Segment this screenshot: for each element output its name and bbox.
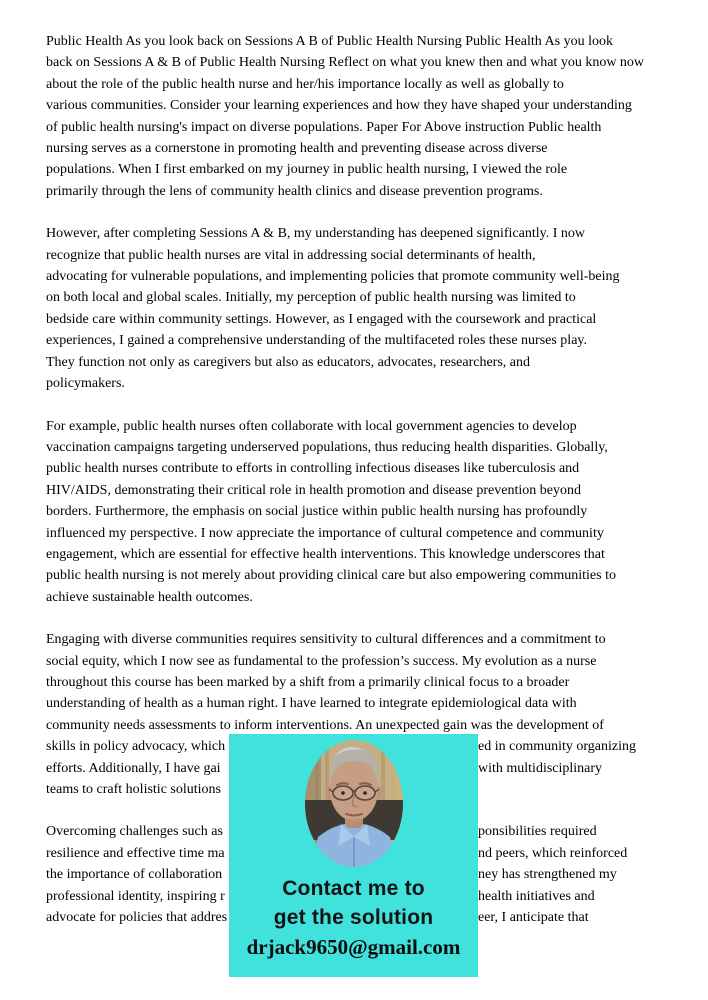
text-line-right-fragment: ponsibilities required	[478, 824, 597, 840]
text-line-left-fragment: advocate for policies that addres	[46, 910, 228, 926]
text-line: back on Sessions A & B of Public Health Nursing Reflect on what you knew then and what you know now	[46, 55, 645, 71]
text-line-right-fragment: health initiatives and	[478, 888, 595, 904]
text-line: populations. When I first embarked on my journey in public health nursing, I viewed the role	[46, 162, 568, 178]
text-line: HIV/AIDS, demonstrating their critical role in health promotion and disease prevention beyond	[46, 482, 581, 498]
text-line: recognize that public health nurses are vital in addressing social determinants of health,	[46, 247, 536, 263]
text-line: Public Health As you look back on Sessions A B of Public Health Nursing Public Health As you look	[46, 34, 613, 49]
text-line: nursing serves as a cornerstone in promoting health and preventing disease across diverse	[46, 141, 548, 157]
contact-headline-line1: Contact me to	[282, 877, 425, 900]
text-line: However, after completing Sessions A & B, my understanding has deepened significantly. I now	[46, 226, 585, 242]
contact-photo	[305, 740, 403, 867]
text-line-left-fragment: efforts. Additionally, I have gai	[46, 760, 221, 776]
text-line: about the role of the public health nurse and her/his importance locally as well as globally to	[46, 76, 564, 92]
text-line: For example, public health nurses often collaborate with local government agencies to develop	[46, 418, 577, 434]
text-line: Engaging with diverse communities requires sensitivity to cultural differences and a commitment to	[46, 632, 606, 648]
text-line-right-fragment: nd peers, which reinforced	[478, 845, 628, 861]
text-line-right-fragment: eer, I anticipate that	[478, 910, 589, 926]
text-line-left-fragment: professional identity, inspiring r	[46, 888, 225, 904]
text-line: policymakers.	[46, 376, 125, 392]
text-line: vaccination campaigns targeting underserved populations, thus reducing health disparities. Globally,	[46, 439, 608, 455]
text-line: social equity, which I now see as fundamental to the profession’s success. My evolution as a nurse	[46, 653, 597, 669]
contact-email: drjack9650@gmail.com	[246, 935, 461, 959]
text-line-right-fragment: ed in community organizing	[478, 739, 636, 755]
text-line: public health nursing is not merely about providing clinical care but also empowering communities to	[46, 568, 616, 584]
contact-headline	[274, 874, 434, 932]
text-line: influenced my perspective. I now appreciate the importance of cultural competence and community	[46, 525, 604, 541]
text-line: throughout this course has been marked by a shift from a primarily clinical focus to a broader	[46, 674, 570, 690]
text-line-left-fragment: the importance of collaboration	[46, 867, 223, 883]
text-line-left-fragment: teams to craft holistic solutions	[46, 782, 221, 797]
text-line-left-fragment: skills in policy advocacy, which	[46, 739, 226, 755]
text-line: advocating for vulnerable populations, and implementing policies that promote community well-being	[46, 269, 620, 285]
text-line: community needs assessments to inform interventions. An unexpected gain was the development of	[46, 717, 604, 733]
text-line: on both local and global scales. Initially, my perception of public health nursing was limited to	[46, 290, 576, 306]
text-line: public health nurses contribute to efforts in controlling infectious diseases like tuberculosis and	[46, 461, 580, 477]
paragraph	[46, 416, 662, 609]
paragraph	[46, 223, 662, 394]
paragraph	[46, 31, 662, 202]
text-line: experiences, I gained a comprehensive understanding of the multifaceted roles these nurses play.	[46, 333, 588, 349]
contact-headline-line2: get the solution	[273, 906, 434, 929]
text-line-right-fragment: with multidisciplinary	[478, 760, 603, 776]
text-line: various communities. Consider your learning experiences and how they have shaped your understanding	[46, 98, 632, 114]
text-line: engagement, which are essential for effective health interventions. This knowledge underscores that	[46, 546, 605, 562]
text-line: bedside care within community settings. However, as I engaged with the coursework and practical	[46, 311, 597, 327]
text-line: of public health nursing's impact on diverse populations. Paper For Above instruction Public health	[46, 119, 602, 135]
text-line: primarily through the lens of community health clinics and disease prevention programs.	[46, 183, 543, 199]
text-line-right-fragment: ney has strengthened my	[478, 867, 617, 883]
text-line: They function not only as caregivers but also as educators, advocates, researchers, and	[46, 354, 530, 370]
contact-overlay	[229, 734, 478, 977]
text-line-left-fragment: resilience and effective time ma	[46, 845, 225, 861]
text-line: achieve sustainable health outcomes.	[46, 589, 253, 605]
text-line-left-fragment: Overcoming challenges such as	[46, 824, 223, 840]
text-line: understanding of health as a human right. I have learned to integrate epidemiological data with	[46, 696, 577, 712]
text-line: borders. Furthermore, the emphasis on social justice within public health nursing has profoundly	[46, 504, 588, 520]
